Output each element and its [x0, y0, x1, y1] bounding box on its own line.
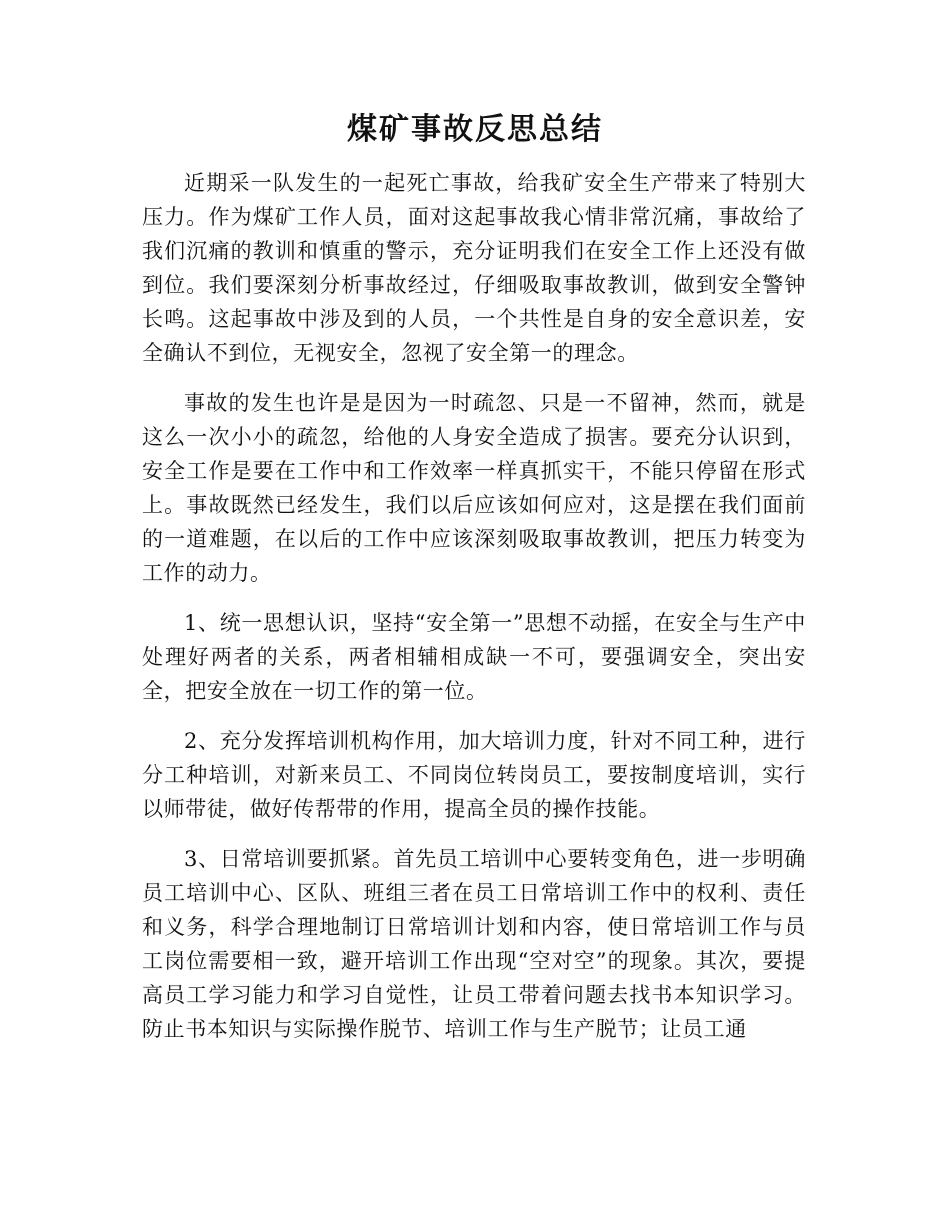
- paragraph-point-2: 2、充分发挥培训机构作用，加大培训力度，针对不同工种，进行分工种培训，对新来员工、不同岗位转岗员工，要按制度培训，实行以师带徒，做好传帮带的作用，提高全员的操作技能。: [142, 729, 806, 821]
- document-body: [142, 166, 806, 1062]
- paragraph-intro: 近期采一队发生的一起死亡事故，给我矿安全生产带来了特别大压力。作为煤矿工作人员，面对这起事故我心情非常沉痛，事故给了我们沉痛的教训和慎重的警示，充分证明我们在安全工作上还没有做到位。我们要深刻分析事故经过，仔细吸取事故教训，做到安全警钟长鸣。这起事故中涉及到的人员，一个共性是自身的安全意识差，安全确认不到位，无视安全，忽视了安全第一的理念。: [142, 171, 806, 365]
- document-title: 煤矿事故反思总结: [347, 112, 603, 147]
- paragraph-point-3: 3、日常培训要抓紧。首先员工培训中心要转变角色，进一步明确员工培训中心、区队、班组三者在员工日常培训工作中的权利、责任和义务，科学合理地制订日常培训计划和内容，使日常培训工作与员工岗位需要相一致，避开培训工作出现“空对空”的现象。其次，要提高员工学习能力和学习自觉性，让员工带着问题去找书本知识学习。防止书本知识与实际操作脱节、培训工作与生产脱节；让员工通: [142, 847, 806, 1041]
- paragraph-reflection: 事故的发生也许是是因为一时疏忽、只是一不留神，然而，就是这么一次小小的疏忽，给他的人身安全造成了损害。要充分认识到，安全工作是要在工作中和工作效率一样真抓实干，不能只停留在形式上。事故既然已经发生，我们以后应该如何应对，这是摆在我们面前的一道难题，在以后的工作中应该深刻吸取事故教训，把压力转变为工作的动力。: [142, 391, 806, 585]
- paragraph-point-1: 1、统一思想认识，坚持“安全第一”思想不动摇，在安全与生产中处理好两者的关系，两者相辅相成缺一不可，要强调安全，突出安全，把安全放在一切工作的第一位。: [142, 611, 806, 703]
